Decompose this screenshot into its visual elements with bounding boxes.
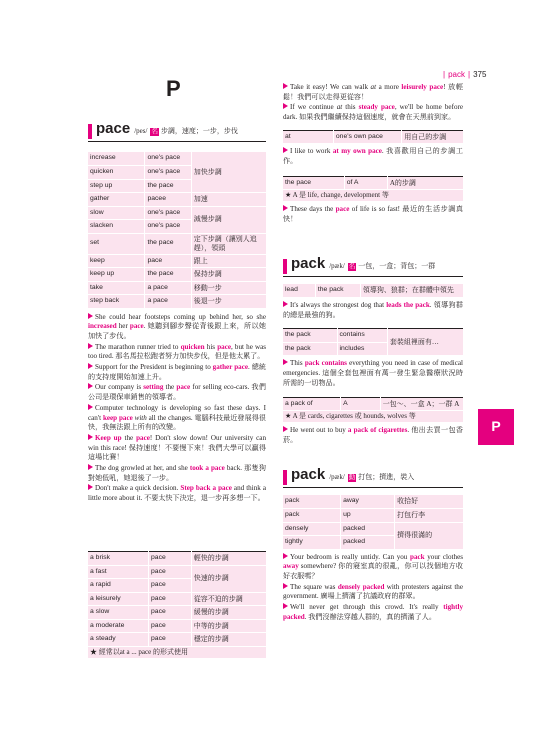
highlight: quicken [180,342,205,351]
example-sentence [88,434,266,463]
triangle-bullet-icon [88,404,93,410]
examples-pack-verb [283,553,463,623]
table-row [88,295,266,309]
part-of-speech-badge: 動 [348,474,356,481]
collocation-table [283,397,463,424]
headword: pack [291,466,326,483]
triangle-bullet-icon [283,583,288,589]
collocate: A [341,397,381,411]
triangle-bullet-icon [283,103,288,109]
example-text: These days the [290,205,336,214]
triangle-bullet-icon [283,147,288,153]
example-text: He went out to buy [290,426,348,435]
example-sentence [283,603,463,622]
example-text: Take it easy! We can walk [290,83,371,91]
headword: pace [96,120,131,137]
collocate: keep [88,254,145,268]
table-row [88,565,266,579]
collocation-table [283,284,463,298]
table-row [88,619,266,633]
example-text: Don't make a quick decision. [95,484,181,493]
highlight: pack [410,552,425,561]
collocate: pace [149,592,192,606]
collocate: a steady [88,633,149,647]
meaning: 一包～、一盒 A；一群 A [380,397,463,411]
table-row [88,268,266,282]
collocate: the pack [283,329,337,343]
triangle-bullet-icon [88,363,93,369]
example-sentence [283,103,463,122]
collocate: one's pace [145,166,191,180]
example-text: with protesters against the government. 廣場上擠滿了抗議政府的群眾。 [283,582,463,601]
example-sentence [283,553,463,582]
highlight: took [189,464,204,473]
collocate: pacee [145,193,191,207]
table-row [283,130,463,144]
collocate: a leisurely [88,592,149,606]
meaning: 後退一步 [191,295,266,309]
highlight: setting [143,383,164,392]
triangle-bullet-icon [283,603,288,609]
collocation-table [283,176,463,203]
meaning: 領導狗、狼群；在群體中領先 [360,284,463,298]
example-text: the [121,433,137,442]
part-of-speech-badge: 名 [348,263,356,270]
collocate: up [341,509,395,523]
pace-continued [283,82,463,225]
highlight: gather [212,363,233,372]
collocate: the pace [145,268,191,282]
italic-word: with [134,413,147,422]
meaning: 加速 [191,193,266,207]
collocate: one's pace [145,220,191,234]
example-text: a more [376,83,402,91]
example-text: She could hear footsteps coming up behind her, so she [95,312,266,321]
collocate: at [283,130,333,144]
italic-word: at [370,83,377,91]
example-text: I like to work [290,147,333,156]
example-text: , but he was too tired. 那名馬拉松跑者努力加快步伐，但是他太累了。 [88,342,267,361]
collocate: the pace [145,179,191,193]
collocate: a pace [145,295,191,309]
note-text: ★ A 是 cards, cigarettes 或 hounds, wolves 等 [283,411,463,423]
example-text: everything you need in case of medical emergencies. 這個全套包裡面有萬一發生緊急醫療狀況時所需的一切物品。 [283,359,463,387]
running-head-separator: | [467,70,471,79]
example-text: and think a little more about it. 不要太快下決定，退一步再多想一下。 [88,484,266,503]
entry-pack-verb [283,466,463,622]
highlight: keep pace [102,413,133,422]
collocation-table [283,130,463,145]
example-text: his [204,342,218,351]
collocate: pack [283,509,341,523]
section-tab-p: P [478,409,514,445]
table-row [88,254,266,268]
collocate: contains [337,329,387,343]
entry-header [88,120,266,142]
table-row [88,592,266,606]
highlight: my own pace [341,147,382,156]
collocation-table [283,328,463,356]
highlight: pace [234,363,249,372]
collocate: gather [88,193,145,207]
collocate: lead [283,284,315,298]
table-note [88,646,266,658]
meaning: 加快步調 [191,152,266,193]
collocate: step up [88,179,145,193]
table-row [88,206,266,220]
example-text: . 領導狗群的總是最強的狗。 [283,301,463,319]
collocate: a slow [88,606,149,620]
running-head-word: pack [448,70,465,79]
collocate: densely [283,522,341,536]
table-row [283,397,463,411]
example-text: all the changes. 電腦科技最近發展得很快，我無法跟上所有的改變。 [88,413,266,432]
example-text: Computer technology is developing so fast these days. I can't [88,403,266,422]
entry-pace [88,120,267,504]
example-text: . 我喜歡用自己的步調工作。 [283,147,463,166]
entry-marker [88,124,92,139]
highlight: a pace [205,464,225,473]
triangle-bullet-icon [88,464,93,470]
highlight: pace [217,342,232,351]
collocate: pace [145,254,191,268]
definition: 一包，一盒；背包；一群 [358,262,436,270]
collocate: the pack [283,342,337,356]
example-sentence [283,83,463,102]
example-text: The square was [290,582,338,591]
page-number: 375 [473,70,487,79]
entry-header [283,466,463,488]
table-row [283,509,463,523]
highlight: tightly packed [283,603,463,621]
collocate: a brisk [88,552,149,566]
example-text: your clothes [424,552,463,561]
collocate: a pace [145,281,191,295]
collocation-table [283,495,463,550]
meaning: 中等的步調 [191,619,266,633]
collocate: a pack of [283,397,341,411]
example-sentence [283,359,463,388]
collocate: the pace [283,176,344,190]
example-sentence [88,404,266,433]
table-row [88,233,266,254]
triangle-bullet-icon [283,83,288,89]
example-text: Your bedroom is really untidy. Can you [290,552,410,561]
example-text: back. 那隻狗對她低吼，她退後了一步。 [88,464,266,482]
running-head-separator: | [443,70,446,79]
meaning: 打包行李 [395,509,463,523]
definition: 打包；擠進，裝入 [358,473,415,481]
definition: 步調，速度；一步，步伐 [160,127,238,135]
entry-pack-noun [283,255,463,445]
highlight: pace [335,205,350,214]
table-row [88,193,266,207]
entry-marker [283,470,287,485]
example-text: . 他出去買一包香菸。 [283,426,463,444]
collocate: step back [88,295,145,309]
running-head [440,70,504,80]
adjective-collocation-table [88,551,266,659]
highlight: steady pace [358,103,395,112]
entry-marker [283,259,287,274]
table-row [283,522,463,536]
highlight: pace [176,383,191,392]
example-sentence [88,363,266,382]
collocate: one's own pace [333,130,401,144]
table-row [88,552,266,566]
collocate: pace [149,579,192,593]
collocate: packed [341,522,395,536]
example-text: ! 放輕鬆！我們可以走得更從容！ [283,83,464,101]
pronunciation: /pæk/ [329,473,345,481]
examples-pace [88,313,266,504]
pronunciation: /pæk/ [329,262,345,270]
example-sentence [283,301,463,320]
meaning: 移動一步 [191,281,266,295]
italic-word: at [336,103,343,112]
collocate: pack [283,495,341,509]
meaning: 輕快的步調 [191,552,266,566]
collocate: a moderate [88,619,149,633]
meaning: 用自己的步調 [402,130,463,144]
meaning: 緩慢的步調 [191,606,266,620]
collocate: increase [88,152,145,166]
table-note [283,411,463,423]
collocate: packed [341,536,395,550]
collocate: take [88,281,145,295]
meaning: 快速的步調 [191,565,266,592]
highlight: the pack [403,301,430,309]
collocate: the pack [315,284,360,298]
collocate: pace [149,619,192,633]
table-row [88,606,266,620]
note-text: ★ 經常以at a ... pace 的形式使用 [88,646,266,658]
example-sentence [283,583,463,602]
headword: pack [291,255,326,272]
pronunciation: /pes/ [134,127,148,135]
table-row [88,281,266,295]
example-text: her [116,322,130,331]
meaning: 從容不迫的步調 [191,592,266,606]
example-text: . 我們沒辦法穿越人群的，真的擠滿了人。 [304,612,436,621]
collocate: pace [149,565,192,579]
note-text: ★ A 是 life, change, development 等 [283,190,463,202]
table-note [283,190,463,202]
meaning: 減慢步調 [191,206,266,233]
table-row [283,329,463,343]
meaning: 穩定的步調 [191,633,266,647]
triangle-bullet-icon [88,484,93,490]
highlight: pack contains [304,359,347,368]
collocate: quicken [88,166,145,180]
table-row [88,152,266,166]
triangle-bullet-icon [283,359,288,365]
highlight: Step back [180,484,211,493]
meaning: A的步調 [387,176,463,190]
collocate: set [88,233,145,254]
example-sentence [88,484,266,503]
highlight: Keep up [95,433,122,442]
triangle-bullet-icon [283,553,288,559]
triangle-bullet-icon [283,205,288,211]
highlight: away [283,562,299,571]
triangle-bullet-icon [88,313,93,319]
meaning: 套裝組裡面有… [387,329,463,356]
collocate: tightly [283,536,341,550]
highlight: a pace [212,484,232,493]
highlight: a pack of cigarettes [347,426,408,435]
collocate: a fast [88,565,149,579]
page-letter: P [166,76,181,101]
collocate: the pace [145,233,191,254]
triangle-bullet-icon [283,301,288,307]
highlight: pace [136,433,150,442]
example-sentence [88,313,266,342]
example-text: this [342,103,359,112]
triangle-bullet-icon [88,343,93,349]
example-text: This [290,359,305,368]
table-row [283,284,463,298]
collocate: includes [337,342,387,356]
example-sentence [88,383,266,402]
collocate: pace [149,633,192,647]
example-text: ! Don't slow down! Our university can win this race! 保持速度！不要慢下來！我們大學可以贏得這場比賽！ [88,433,266,462]
example-sentence [283,426,463,445]
collocate: keep up [88,268,145,282]
collocate: pace [149,552,192,566]
meaning: 保持步調 [191,268,266,282]
meaning: 擠得很滿的 [395,522,463,549]
highlight: densely packed [337,582,385,591]
meaning: 定下步調（讓別人追趕），領頭 [191,233,266,254]
highlight: leisurely pace [401,83,444,91]
collocate: one's pace [145,206,191,220]
example-text: It's always the strongest dog that [290,301,387,309]
example-text: for selling eco-cars. 我們公司是環保車銷售的領導者。 [88,383,266,402]
example-text: the [163,383,177,392]
triangle-bullet-icon [88,434,93,440]
highlight: leads [386,301,402,309]
collocate: one's pace [145,152,191,166]
collocate: of A [344,176,387,190]
meaning: 收拾好 [395,495,463,509]
example-text: Support for the President is beginning to [95,363,213,372]
example-text: If we continue [290,103,337,112]
collocate: slow [88,206,145,220]
example-sentence [88,343,266,362]
collocate: away [341,495,395,509]
entry-header [283,255,463,277]
example-text: We'll never get through this crowd. It's really [290,603,444,612]
example-sentence [283,205,463,224]
collocation-table [88,152,266,309]
collocate: slacken [88,220,145,234]
table-row [283,495,463,509]
example-text: . 總統的支持度開始加速上升。 [88,363,266,381]
example-text: somewhere? 你的寢室真的很亂，你可以找個地方收好衣服嗎？ [283,562,463,580]
example-text: . 她聽到腳步聲從背後跟上來，所以她加快了步伐。 [88,322,266,340]
example-text: The marathon runner tried to [95,342,181,351]
table-row [88,633,266,647]
triangle-bullet-icon [283,426,288,432]
table-row [283,176,463,190]
example-text: Our company is [95,383,144,392]
example-text: , we'll be home before dark. 如果我們繼續保持這個速度，就會在天黑前到家。 [283,103,464,122]
example-sentence [283,147,463,166]
example-text: of life is so fast! 最近的生活步調真快！ [283,205,463,223]
part-of-speech-badge: 名 [151,128,158,135]
highlight: at [332,147,339,156]
triangle-bullet-icon [88,383,93,389]
example-text: The dog growled at her, and she [95,464,190,473]
highlight: increased [88,322,117,331]
example-sentence [88,464,266,483]
collocate: a rapid [88,579,149,593]
highlight: pace [129,322,144,331]
collocate: pace [149,606,192,620]
meaning: 跟上 [191,254,266,268]
